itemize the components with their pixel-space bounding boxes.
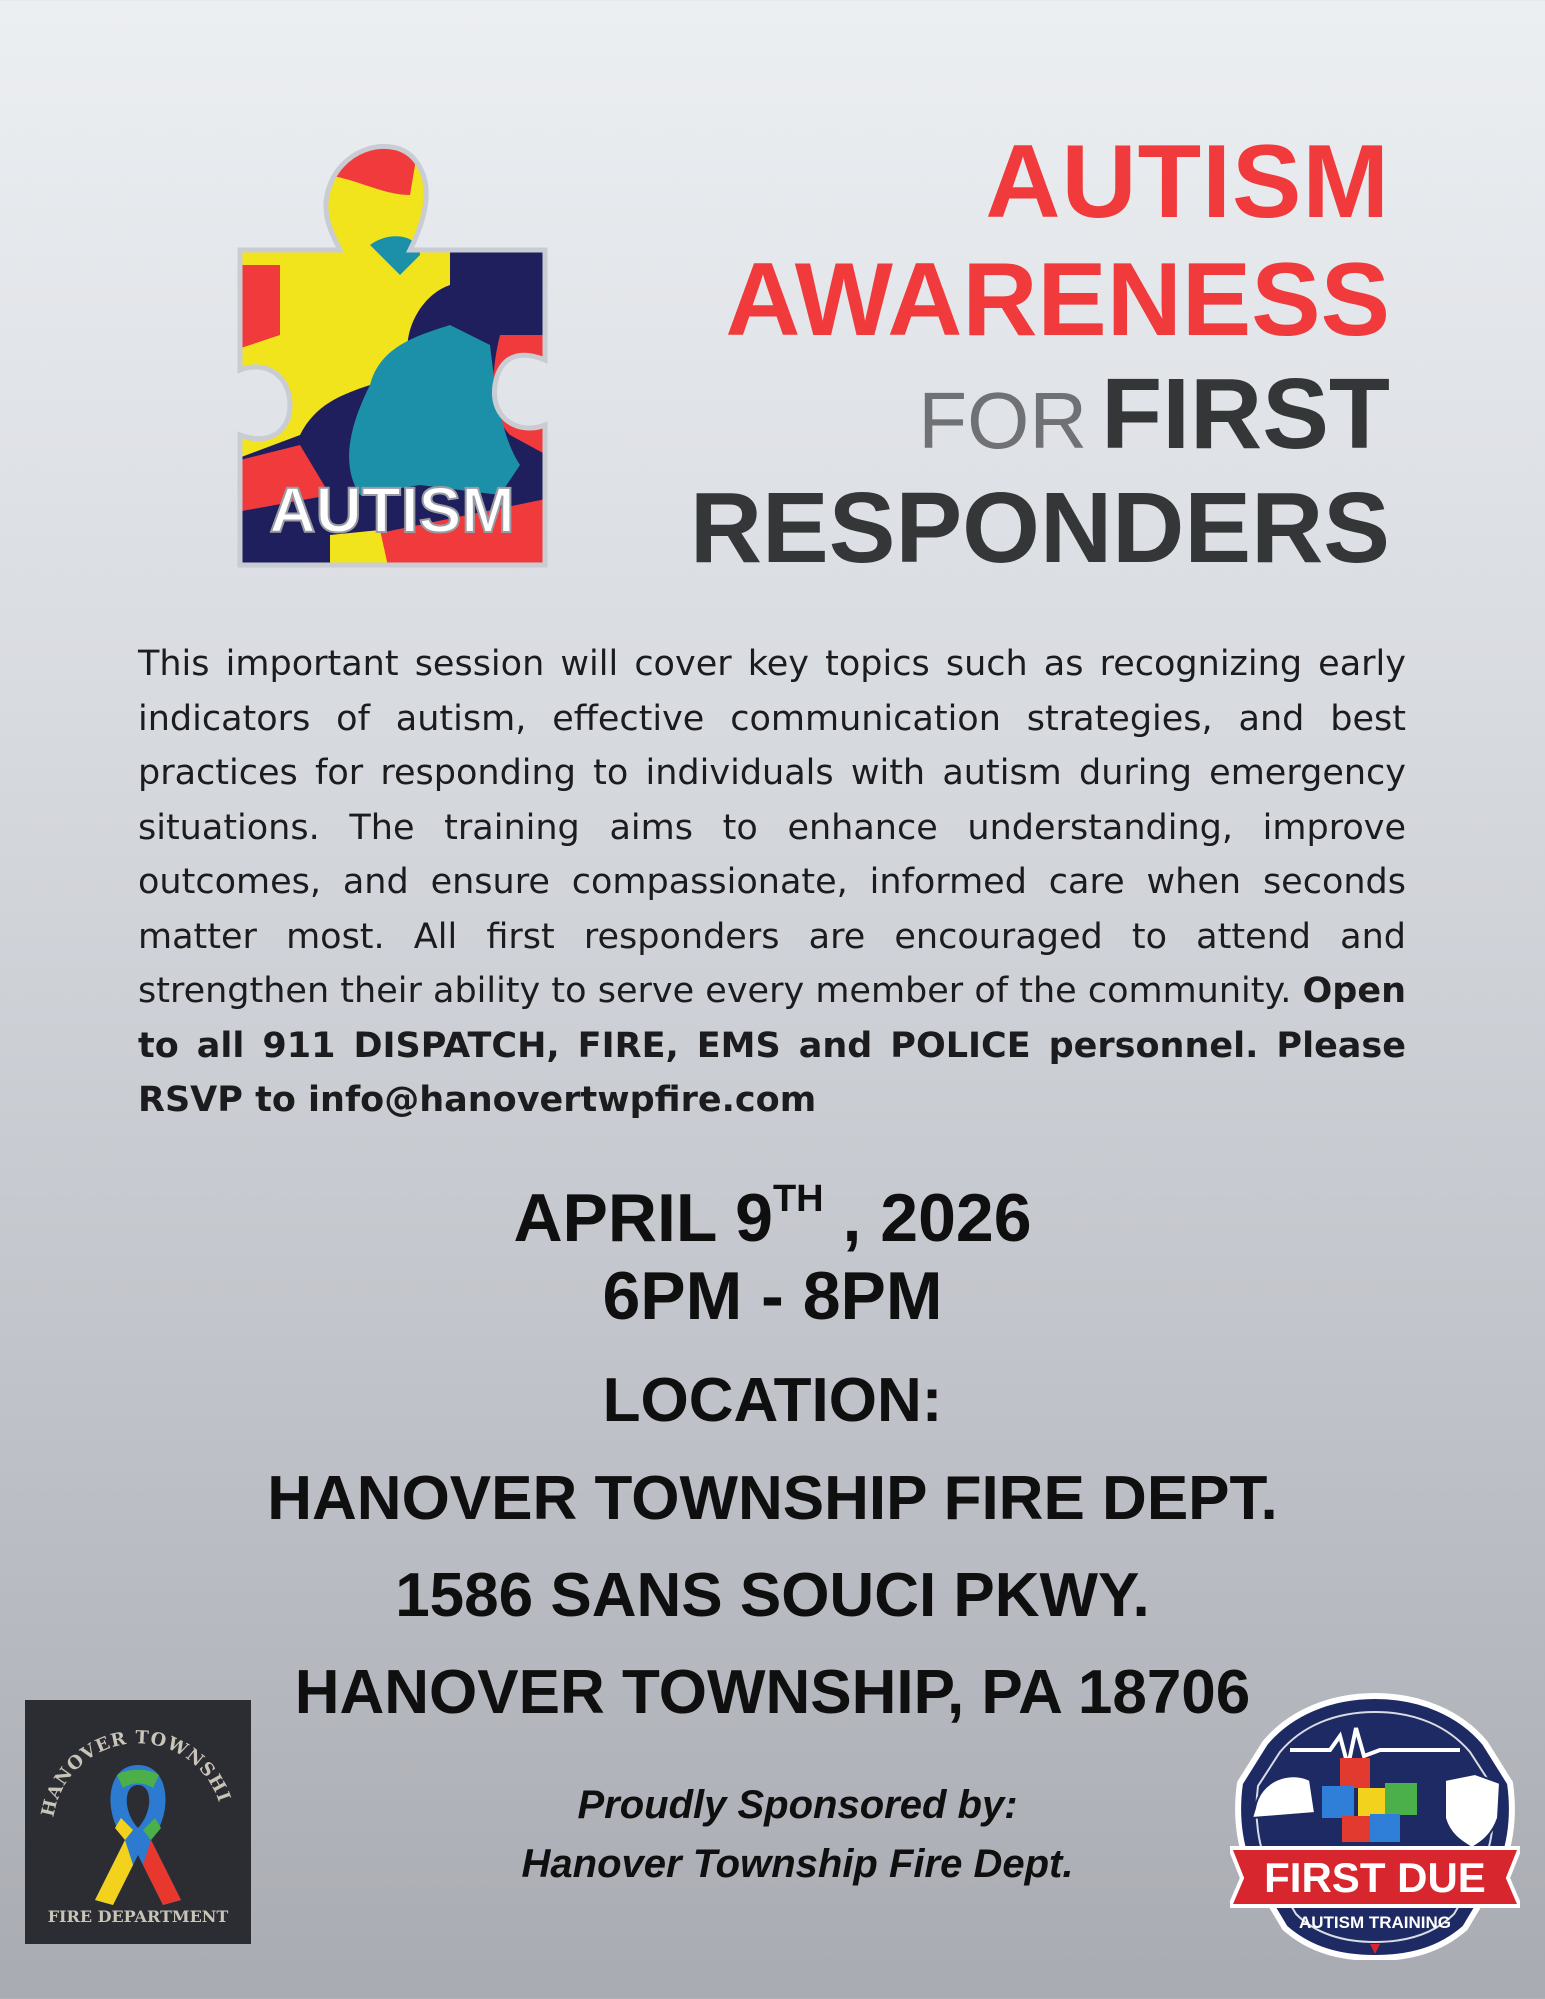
- first-due-subtitle: AUTISM TRAINING: [1298, 1913, 1452, 1932]
- date-main: APRIL 9: [513, 1180, 773, 1256]
- first-due-title: FIRST DUE: [1264, 1854, 1486, 1901]
- svg-text:HANOVER TOWNSHIP: [25, 1700, 234, 1819]
- event-date: [0, 1178, 1545, 1256]
- page-title: [689, 124, 1390, 584]
- awareness-ribbon-icon: [95, 1765, 181, 1905]
- title-line-3: [690, 358, 1390, 470]
- location-city: HANOVER TOWNSHIP, PA 18706: [294, 1658, 1251, 1727]
- first-due-autism-training-logo: [1230, 1688, 1520, 1960]
- title-for: FOR: [918, 376, 1088, 465]
- location-label: LOCATION:: [602, 1366, 943, 1435]
- hanover-logo-top-text: HANOVER TOWNSHI: [37, 1727, 235, 1819]
- event-time: 6PM - 8PM: [602, 1258, 943, 1334]
- sponsor-label: Proudly Sponsored by:: [577, 1783, 1018, 1827]
- description-paragraph: [138, 637, 1406, 1128]
- title-line-4: RESPONDERS: [689, 472, 1390, 584]
- hanover-logo-bottom-text: FIRE DEPARTMENT: [47, 1907, 229, 1926]
- location-name: HANOVER TOWNSHIP FIRE DEPT.: [267, 1464, 1278, 1533]
- title-first: FIRST: [1101, 358, 1390, 470]
- title-line-1: AUTISM: [985, 124, 1390, 240]
- description-text: This important session will cover key topics such as recognizing early indicators of autism, effective communication strategies, and best practices for responding to individuals with autism during emergency situations. The training aims to enhance understanding, improve outcomes, and ensure compassionate, informed care when seconds matter most. All first responders are encouraged to attend and strengthen their ability to serve every member of the community.: [138, 644, 1406, 1011]
- date-suffix: TH: [772, 1178, 824, 1220]
- date-year: , 2026: [823, 1180, 1032, 1256]
- sponsor-name: Hanover Township Fire Dept.: [521, 1842, 1074, 1886]
- description-bold-text: Open to all 911 DISPATCH, FIRE, EMS and POLICE personnel. Please RSVP to info@hanovertwpfire.com: [138, 971, 1406, 1120]
- title-line-2: AWARENESS: [725, 242, 1390, 358]
- puzzle-logo-text: AUTISM: [269, 474, 515, 546]
- autism-puzzle-logo: [220, 135, 565, 575]
- location-street: 1586 SANS SOUCI PKWY.: [395, 1561, 1150, 1630]
- hanover-township-logo: [25, 1700, 251, 1944]
